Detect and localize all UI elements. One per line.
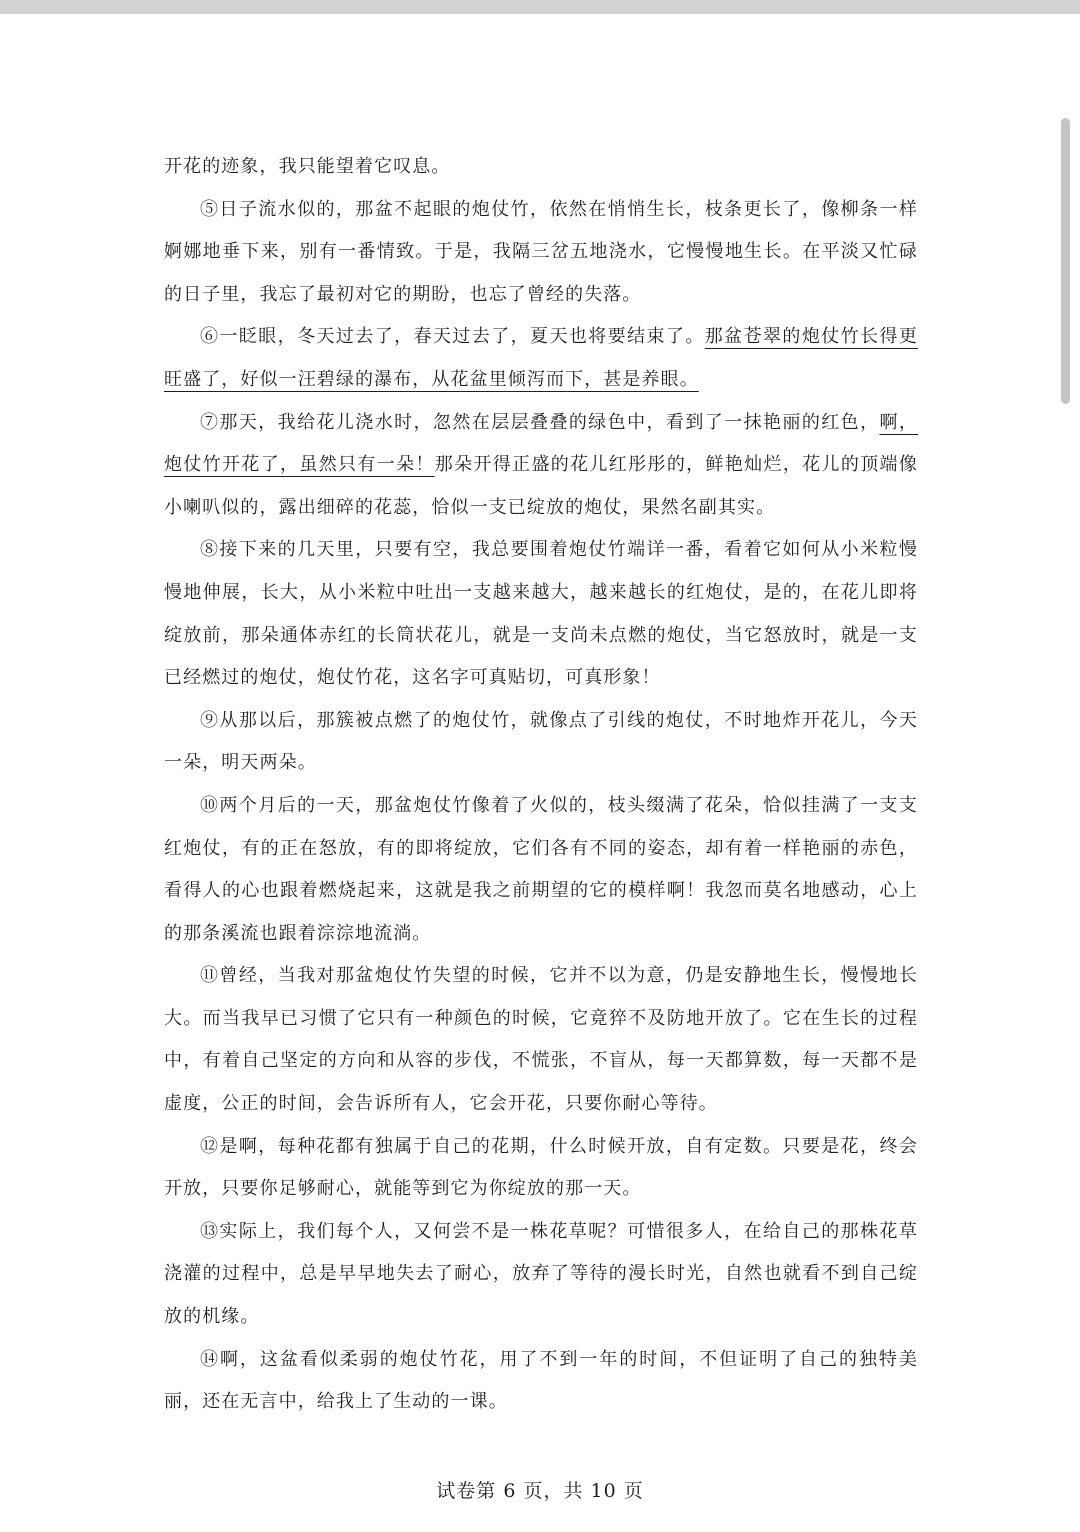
paragraph-13: ⑬实际上，我们每个人，又何尝不是一株花草呢？可惜很多人，在给自己的那株花草浇灌的过程中，总是早早地失去了耐心，放弃了等待的漫长时光，自然也就看不到自己绽放的机缘。 <box>164 1220 918 1328</box>
scrollbar-thumb[interactable] <box>1061 118 1070 404</box>
paragraph-9: ⑨从那以后，那簇被点燃了的炮仗竹，就像点了引线的炮仗，不时地炸开花儿，今天一朵，明天两朵。 <box>164 709 918 774</box>
paragraph-7-underlined: 啊，炮仗竹开花了，虽然只有一朵！ <box>164 411 918 476</box>
page-footer: 试卷第 6 页，共 10 页 <box>436 1480 644 1502</box>
top-bar <box>0 0 1080 14</box>
paragraph-7 <box>164 402 918 530</box>
paragraph-6-text: ⑥一眨眼，冬天过去了，春天过去了，夏天也将要结束了。 <box>200 326 705 348</box>
paragraph-14: ⑭啊，这盆看似柔弱的炮仗竹花，用了不到一年的时间，不但证明了自己的独特美丽，还在无言中，给我上了生动的一课。 <box>164 1348 918 1413</box>
paragraph-7-text-after: 那朵开得正盛的花儿红彤彤的，鲜艳灿烂，花儿的顶端像小喇叭似的，露出细碎的花蕊，恰似一支已绽放的炮仗，果然名副其实。 <box>164 454 918 518</box>
paragraph-8: ⑧接下来的几天里，只要有空，我总要围着炮仗竹端详一番，看着它如何从小米粒慢慢地伸展，长大，从小米粒中吐出一支越来越大，越来越长的红炮仗，是的，在花儿即将绽放前，那朵通体赤红的长筒状花儿，就是一支尚未点燃的炮仗，当它怒放时，就是一支已经燃过的炮仗，炮仗竹花，这名字可真贴切，可真形象！ <box>164 539 918 689</box>
document-body <box>164 146 918 1424</box>
paragraph-6 <box>164 316 918 401</box>
paragraph-5: ⑤日子流水似的，那盆不起眼的炮仗竹，依然在悄悄生长，枝条更长了，像柳条一样婀娜地垂下来，别有一番情致。于是，我隔三岔五地浇水，它慢慢地生长。在平淡又忙碌的日子里，我忘了最初对它的期盼，也忘了曾经的失落。 <box>164 198 918 305</box>
paragraph-10: ⑩两个月后的一天，那盆炮仗竹像着了火似的，枝头缀满了花朵，恰似挂满了一支支红炮仗，有的正在怒放，有的即将绽放，它们各有不同的姿态，却有着一样艳丽的赤色，看得人的心也跟着燃烧起来，这就是我之前期望的它的模样啊！我忽而莫名地感动，心上的那条溪流也跟着淙淙地流淌。 <box>164 794 918 944</box>
paragraph-4-tail: 开花的迹象，我只能望着它叹息。 <box>164 156 451 177</box>
paragraph-12: ⑫是啊，每种花都有独属于自己的花期，什么时候开放，自有定数。只要是花，终会开放，只要你足够耐心，就能等到它为你绽放的那一天。 <box>164 1135 918 1200</box>
paragraph-7-text-before: ⑦那天，我给花儿浇水时，忽然在层层叠叠的绿色中，看到了一抹艳丽的红色， <box>200 411 880 433</box>
paragraph-6-underlined: 那盆苍翠的炮仗竹长得更旺盛了，好似一汪碧绿的瀑布，从花盆里倾泻而下，甚是养眼。 <box>164 326 918 390</box>
paragraph-11: ⑪曾经，当我对那盆炮仗竹失望的时候，它并不以为意，仍是安静地生长，慢慢地长大。而当我早已习惯了它只有一种颜色的时候，它竟猝不及防地开放了。它在生长的过程中，有着自己坚定的方向和从容的步伐，不慌张，不盲从，每一天都算数，每一天都不是虚度，公正的时间，会告诉所有人，它会开花，只要你耐心等待。 <box>164 965 918 1115</box>
